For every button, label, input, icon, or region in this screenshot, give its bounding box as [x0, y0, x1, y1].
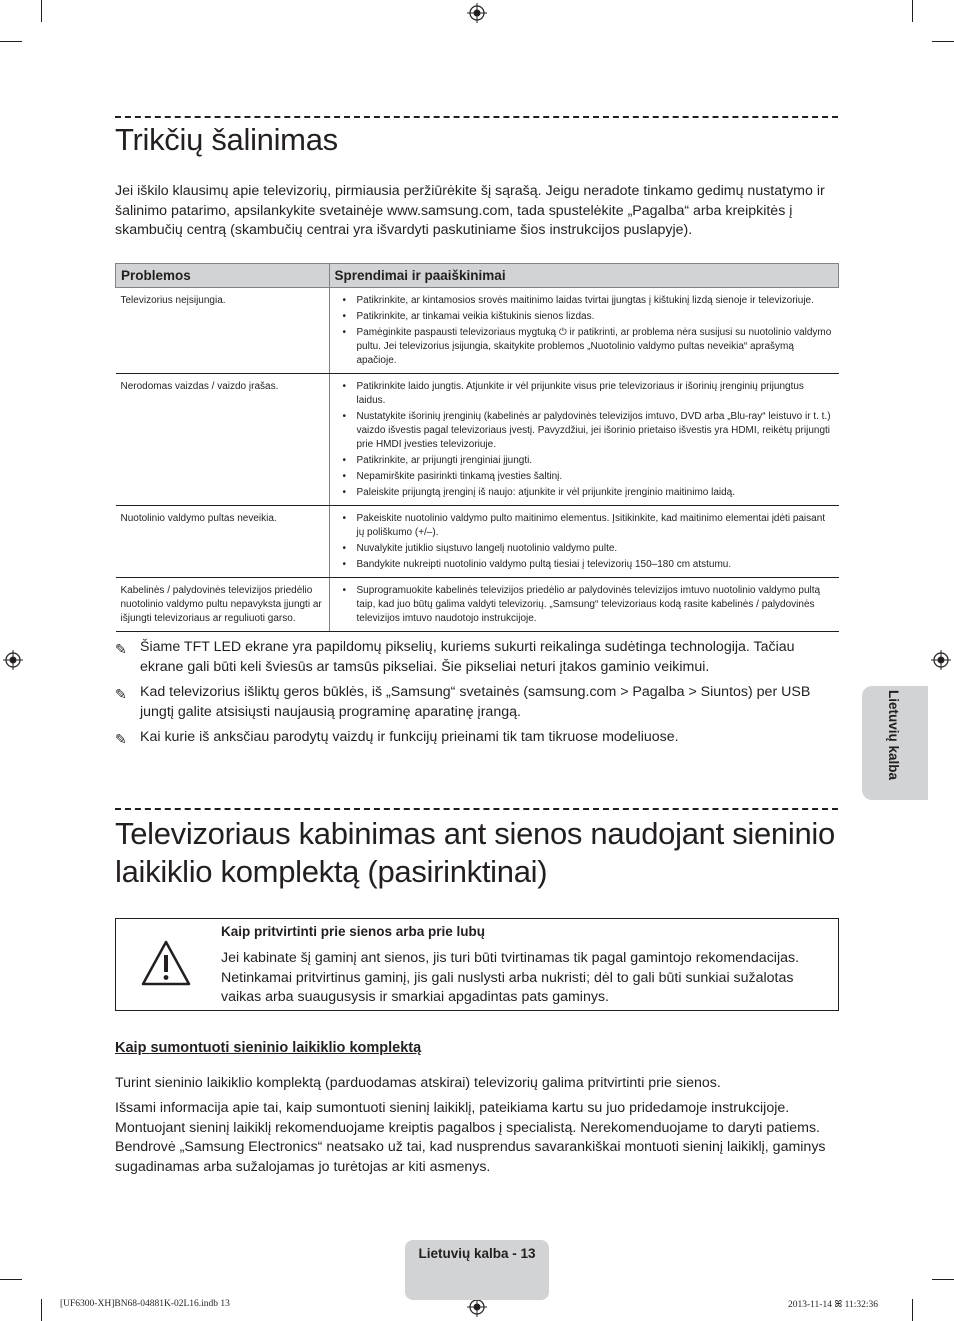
section-title-wall-mount: Televizoriaus kabinimas ant sienos naudojant sieninio laikiklio komplektą (pasirinktinai)	[115, 816, 835, 889]
registration-mark-icon	[467, 1297, 487, 1317]
file-slug: [UF6300-XH]BN68-04881K-02L16.indb 13	[60, 1299, 230, 1309]
solution-item: • Paleiskite prijungtą įrenginį iš naujo: atjunkite ir vėl prijunkite įrenginio maitinimo laidą.	[357, 486, 834, 500]
solution-item: • Patikrinkite laido jungtis. Atjunkite ir vėl prijunkite visus prie televizoriaus ir išorinių įrenginių prijungtus laidus.	[357, 380, 834, 408]
solution-item: • Patikrinkite, ar kintamosios srovės maitinimo laidas tvirtai įjungtas į kištukinį lizdą sienoje ir televizoriuje.	[357, 294, 834, 308]
table-header-problems: Problemos	[116, 264, 330, 288]
solution-item: • Nuvalykite jutiklio siųstuvo langelį nuotolinio valdymo pulte.	[357, 542, 834, 556]
problem-cell: Nerodomas vaizdas / vaizdo įrašas.	[116, 374, 330, 506]
crop-mark	[0, 1279, 22, 1280]
solution-item: • Pakeiskite nuotolinio valdymo pulto maitinimo elementus. Įsitikinkite, kad maitinimo elementai įdėti paisant jų poliškumo (+/–).	[357, 512, 834, 540]
crop-mark	[932, 1279, 954, 1280]
solutions-cell	[329, 506, 839, 578]
solution-item: • Bandykite nukreipti nuotolinio valdymo pultą tiesiai į televizorių 150–180 cm atstumu.	[357, 558, 834, 572]
registration-mark-icon	[931, 650, 951, 670]
caution-box	[115, 918, 839, 1011]
caution-heading: Kaip pritvirtinti prie sienos arba prie lubų	[221, 924, 486, 939]
crop-mark	[41, 0, 42, 22]
solutions-cell	[329, 374, 839, 506]
pencil-note-icon: ✎	[115, 641, 127, 657]
solutions-cell	[329, 578, 839, 632]
note-item	[115, 683, 840, 722]
section-title-troubleshooting: Trikčių šalinimas	[115, 122, 338, 157]
solution-item: • Patikrinkite, ar prijungti įrenginiai įjungti.	[357, 454, 834, 468]
problem-cell: Kabelinės / palydovinės televizijos priedėlio nuotolinio valdymo pultu nepavyksta įjungti ar išjungti televizoriaus ar reguliuoti garso.	[116, 578, 330, 632]
table-row	[116, 374, 839, 506]
wall-mount-subheading: Kaip sumontuoti sieninio laikiklio komplektą	[115, 1040, 422, 1056]
solution-item: • Patikrinkite, ar tinkamai veikia kištukinis sienos lizdas.	[357, 310, 834, 324]
note-text: Kai kurie iš anksčiau parodytų vaizdų ir funkcijų prieinami tik tam tikruose modeliuose.	[140, 729, 679, 745]
pencil-note-icon: ✎	[115, 686, 127, 702]
section-divider	[115, 116, 838, 118]
table-row	[116, 578, 839, 632]
crop-mark	[41, 1299, 42, 1321]
solution-item: • Nepamirškite pasirinkti tinkamą įvesties šaltinį.	[357, 470, 834, 484]
crop-mark	[912, 0, 913, 22]
note-text: Šiame TFT LED ekrane yra papildomų pikselių, kuriems sukurti reikalinga sudėtinga technologija. Tačiau ekrane gali būti keli šviesūs ar tamsūs pikseliai. Šie pikseliai neturi įtakos gaminio veikimui.	[140, 639, 795, 675]
pencil-note-icon: ✎	[115, 731, 127, 747]
section-divider	[115, 808, 838, 810]
solution-item: • Suprogramuokite kabelinės televizijos priedėlio ar palydovinės televizijos imtuvo nuotolinio valdymo pultą taip, kad juo būtų galima valdyti televizorių. „Samsung“ televizoriaus kodą rasite kabelinės / palydovinės televizijos imtuvo naudotojo instrukcijoje.	[357, 584, 834, 626]
problem-cell: Televizorius neįsijungia.	[116, 288, 330, 374]
registration-mark-icon	[467, 3, 487, 23]
wall-mount-paragraph-1: Turint sieninio laikiklio komplektą (parduodamas atskirai) televizorių galima pritvirtinti prie sienos.	[115, 1075, 721, 1091]
note-item	[115, 728, 840, 748]
note-text: Kad televizorius išliktų geros būklės, iš „Samsung“ svetainės (samsung.com > Pagalba > Siuntos) per USB jungtį galite atsisiųsti naujausią programinę aparatinę įrangą.	[140, 684, 811, 720]
warning-triangle-icon	[140, 939, 192, 987]
wall-mount-paragraph-2: Išsami informacija apie tai, kaip sumontuoti sieninį laikiklį, pateikiama kartu su juo pridedamoje instrukcijoje. Montuojant sieninį laikiklį rekomenduojame kreiptis pagalbos į specialistą. Nerekomenduojame to daryti patiems. Bendrovė „Samsung Electronics“ neatsako už tai, kad nusprendus savarankiškai montuoti sieninį laikiklį, gaminys sugadinamas arba sužalojamas jo turėtojas ar kiti asmenys.	[115, 1100, 826, 1175]
language-side-tab-label: Lietuvių kalba	[886, 690, 901, 781]
note-item	[115, 638, 840, 677]
solutions-cell	[329, 288, 839, 374]
registration-mark-icon	[3, 650, 23, 670]
troubleshooting-table	[115, 263, 839, 632]
date-slug: 2013-11-14 ꕤ 11:32:36	[788, 1300, 879, 1310]
crop-mark	[0, 41, 22, 42]
solution-item: • Pamėginkite paspausti televizoriaus mygtuką ⏻ ir patikrinti, ar problema nėra susijusi su nuotolinio valdymo pultu. Jei televizorius įsijungia, skaitykite problemos „Nuotolinio valdymo pultas neveikia“ aprašymą apačioje.	[357, 326, 834, 368]
notes-list	[115, 638, 840, 754]
intro-paragraph: Jei iškilo klausimų apie televizorių, pirmiausia peržiūrėkite šį sąrašą. Jeigu neradote tinkamo gedimų nustatymo ir šalinimo patarimo, apsilankykite svetainėje www.samsung.com, tada spustelėkite „Pagalba“ arba kreipkitės į skambučių centrą (skambučių centrai yra išvardyti paskutiniame šios instrukcijos puslapyje).	[115, 183, 825, 238]
solution-item: • Nustatykite išorinių įrenginių (kabelinės ar palydovinės televizijos imtuvo, DVD arba „Blu-ray“ leistuvo ir t. t.) vaizdo išvestis pagal televizoriaus įvestį. Pavyzdžiui, jei išorinio prietaiso išvestis yra HDMI, reikėtų prijungti prie HMDI įvesties televizoriuje.	[357, 410, 834, 452]
language-side-tab	[862, 686, 928, 800]
page-number-tab	[405, 1240, 549, 1300]
table-row	[116, 506, 839, 578]
caution-text: Jei kabinate šį gaminį ant sienos, jis turi būti tvirtinamas tik pagal gamintojo rekomendacijas. Netinkamai pritvirtinus gaminį, jis gali nuslysti arba nukristi; dėl to gali būti sunkiai sužalotas vaikas arba suaugusysis ir smarkiai apgadintas pats gaminys.	[221, 950, 800, 1005]
page-number-label: Lietuvių kalba - 13	[418, 1246, 536, 1261]
table-row	[116, 288, 839, 374]
crop-mark	[912, 1299, 913, 1321]
problem-cell: Nuotolinio valdymo pultas neveikia.	[116, 506, 330, 578]
crop-mark	[932, 41, 954, 42]
table-header-solutions: Sprendimai ir paaiškinimai	[329, 264, 839, 288]
